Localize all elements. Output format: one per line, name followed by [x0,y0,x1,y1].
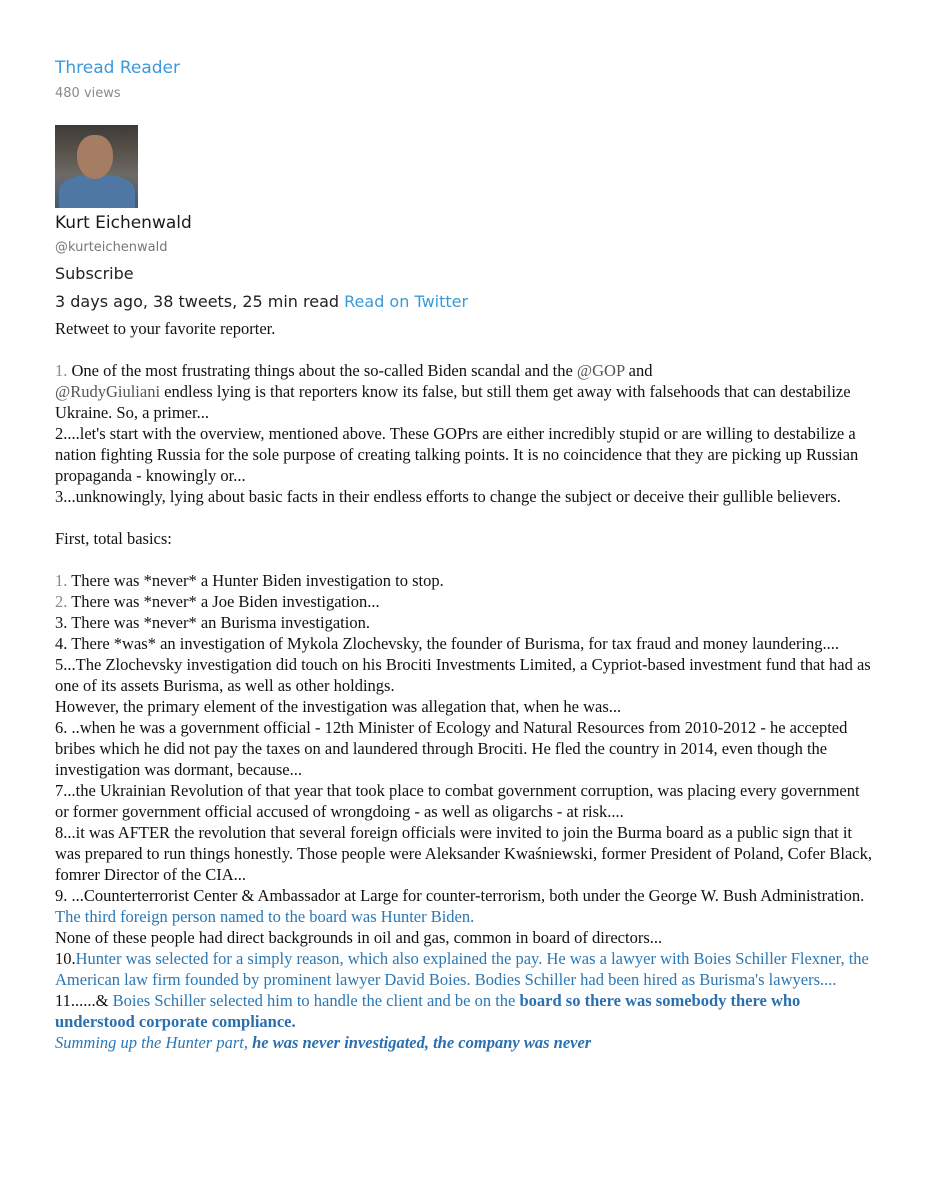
thread-meta [55,292,468,311]
tweet-9: 9. ...Counterterrorist Center & Ambassador at Large for counter-terrorism, both under the George W. Bush Administration. The third foreign person named to the board was Hunter Biden. [55,886,865,926]
basics-item-3: 3. There was *never* an Burisma investigation. [55,613,370,632]
read-on-twitter-link[interactable]: Read on Twitter [344,292,469,311]
highlighted-bold-text: board so there was somebody there who understood corporate compliance. [55,991,801,1031]
subscribe-button[interactable]: Subscribe [55,264,134,283]
avatar-face [77,135,113,179]
avatar-shirt [59,175,135,208]
intro-text: Retweet to your favorite reporter. [55,319,276,338]
tweet-11: 11......& Boies Schiller selected him to handle the client and be on the board so there was somebody there who understood corporate compliance. [55,991,801,1031]
highlighted-bold-italic-text: he was never investigated, the company was never [252,1033,592,1052]
tweet-2: 2....let's start with the overview, mentioned above. These GOPrs are either incredibly stupid or are willing to destabilize a nation fighting Russia for the sole purpose of creating talking points. It is no coincidence that they are picking up Russian propaganda - knowingly or... [55,424,859,485]
tweet-7: 7...the Ukrainian Revolution of that year that took place to combat government corruption, was placing every government or former government official accused of wrongdoing - as well as oligarchs - at risk.... [55,781,860,821]
basics-item-1: 1. There was *never* a Hunter Biden investigation to stop. [55,571,444,590]
highlighted-italic-text: Summing up the Hunter part, [55,1033,253,1052]
highlighted-text: The third foreign person named to the board was Hunter Biden. [55,907,475,926]
thread-content [55,318,875,1053]
site-title-link[interactable]: Thread Reader [55,58,181,78]
highlighted-text: Boies Schiller selected him to handle the client and be on the [112,991,520,1010]
author-handle[interactable]: @kurteichenwald [55,240,168,255]
author-name[interactable]: Kurt Eichenwald [55,213,192,233]
tweet-6: 6. ..when he was a government official - 12th Minister of Ecology and Natural Resources from 2010-2012 - he accepted bribes which he did not pay the taxes on and laundered through Brociti. He fled the country in 2014, even though the investigation was dormant, because... [55,718,848,779]
highlighted-text: Hunter was selected for a simply reason, which also explained the pay. He was a lawyer with Boies Schiller Flexner, the American law firm founded by prominent lawyer David Boies. Bodies Schiller had been hired as Burisma's lawyers.... [55,949,869,989]
basics-heading: First, total basics: [55,529,172,548]
mention-link[interactable]: @GOP [576,361,625,380]
tweet-8: 8...it was AFTER the revolution that several foreign officials were invited to join the Burma board as a public sign that it was prepared to run things honestly. Those people were Aleksander Kwaśniewski, former President of Poland, Cofer Black, fomrer Director of the CIA... [55,823,873,884]
thread-meta-text: 3 days ago, 38 tweets, 25 min read [55,292,340,311]
avatar[interactable] [55,125,138,208]
tweet-1: 1. One of the most frustrating things about the so-called Biden scandal and the @GOP and @RudyGiuliani endless lying is that reporters know its false, but still them get away with falsehoods that can destabilize Ukraine. So, a primer... [55,361,851,422]
mention-link[interactable]: @RudyGiuliani [55,382,161,401]
tweet-12 [55,1032,875,1053]
tweet-10: 10.Hunter was selected for a simply reason, which also explained the pay. He was a lawyer with Boies Schiller Flexner, the American law firm founded by prominent lawyer David Boies. Bodies Schiller had been hired as Burisma's lawyers.... [55,949,869,989]
view-count: 480 views [55,86,121,101]
tweet-number: 1. [55,361,68,380]
tweet-5: 5...The Zlochevsky investigation did touch on his Brociti Investments Limited, a Cypriot-based investment fund that had as one of its assets Burisma, as well as other holdings. [55,655,871,695]
tweet-9-continued: None of these people had direct backgrounds in oil and gas, common in board of directors... [55,928,663,947]
tweet-3: 3...unknowingly, lying about basic facts in their endless efforts to change the subject or deceive their gullible believers. [55,487,841,506]
tweet-5-continued: However, the primary element of the investigation was allegation that, when he was... [55,697,622,716]
basics-item-2: 2. There was *never* a Joe Biden investigation... [55,592,380,611]
basics-item-4: 4. There *was* an investigation of Mykola Zlochevsky, the founder of Burisma, for tax fraud and money laundering.... [55,634,840,653]
